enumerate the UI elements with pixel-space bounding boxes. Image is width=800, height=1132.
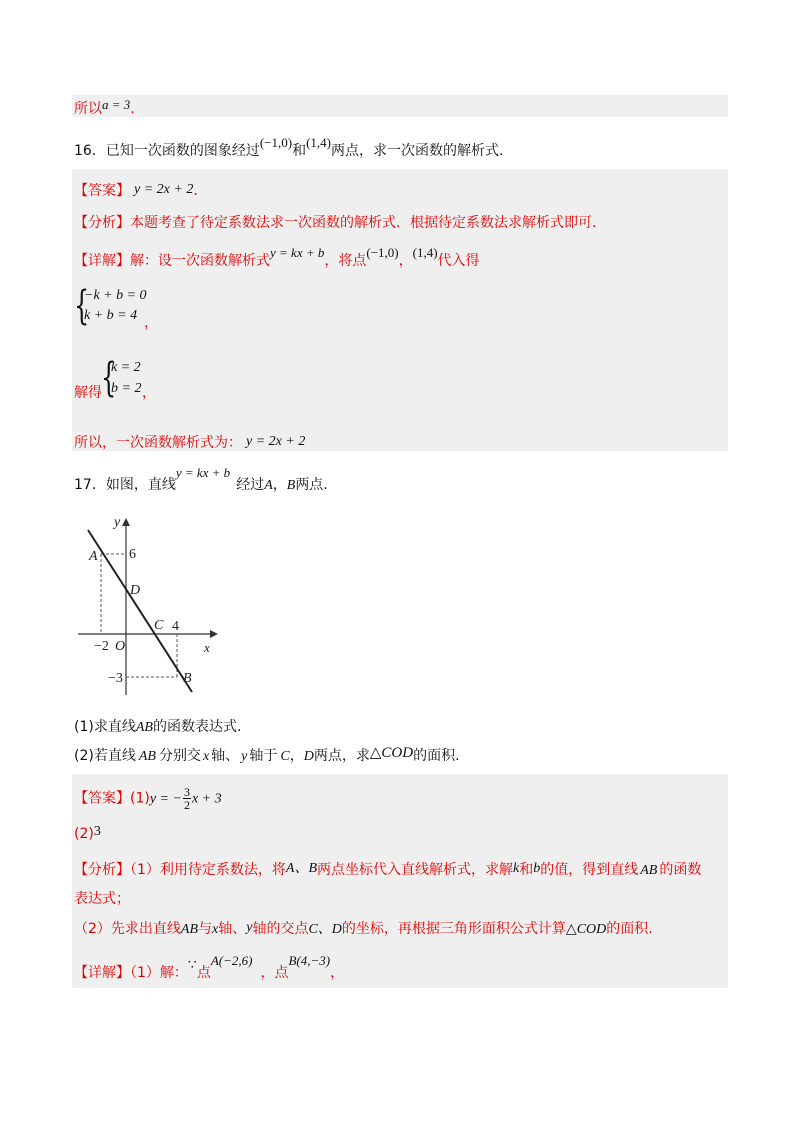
coordinate-figure xyxy=(70,510,230,700)
y-axis-label: y xyxy=(114,515,121,530)
previous-answer-box xyxy=(72,95,728,117)
solve-label: 解得 xyxy=(74,385,102,401)
question-16: 16．已知一次函数的图象经过(−1,0)和(1,4)两点，求一次函数的解析式. xyxy=(74,135,504,159)
question-17: 17．如图，直线y = kx + b经过A，B两点. xyxy=(74,465,328,493)
question-17-part-1: (1)求直线AB的函数表达式. xyxy=(74,719,242,735)
answer-17-part-1: 【答案】(1)y = − $\frac{3}{2}$ x + 3 xyxy=(74,785,222,812)
origin-label: O xyxy=(115,639,126,654)
detail-16: 【详解】解：设一次函数解析式y = kx + b，将点(−1,0)，(1,4)代入得 xyxy=(74,245,480,269)
previous-conclusion: 所以a = 3. xyxy=(74,97,135,117)
x-axis-label: x xyxy=(204,640,210,655)
analysis-17-line-1: 【分析】（1）利用待定系数法，将A、B两点坐标代入直线解析式，求解k和b的值，得到直线 AB 的函数 xyxy=(74,861,702,878)
point-b-label: B xyxy=(183,671,192,686)
detail-17: 【详解】（1）解：∵点A(−2,6)，点B(4,−3)， xyxy=(74,953,345,981)
line-ab xyxy=(88,530,192,692)
answer-16: 【答案】 y = 2x + 2. xyxy=(74,182,198,199)
analysis-17-line-3: （2）先求出直线AB与x轴、y轴的交点C、D的坐标，再根据三角形面积公式计算△COD的面积. xyxy=(74,920,653,937)
fraction-3-over-2: $\frac{3}{2}$ xyxy=(183,785,190,812)
tick-4: 4 xyxy=(172,619,179,634)
system-1-comma: ， xyxy=(144,315,158,331)
brace-symbol: { xyxy=(74,283,90,329)
analysis-16: 【分析】本题考查了待定系数法求一次函数的解析式．根据待定系数法求解析式即可. xyxy=(74,215,597,231)
equation-system-2: { k = 2 b = 2 xyxy=(101,355,142,401)
final-16: 所以，一次函数解析式为： y = 2x + 2 xyxy=(74,434,306,451)
y-axis-arrow xyxy=(122,518,130,526)
x-axis-arrow xyxy=(210,630,218,638)
point-d-label: D xyxy=(130,583,141,598)
tick-neg2: −2 xyxy=(94,639,109,654)
tick-6: 6 xyxy=(129,547,136,562)
point-c-label: C xyxy=(154,618,164,633)
equation-system-1: { −k + b = 0 k + b = 4 xyxy=(74,283,147,329)
answer-17-part-2: (2)3 xyxy=(74,824,101,842)
point-a-label: A xyxy=(89,549,98,564)
question-17-part-2: (2)若直线 AB 分别交 x 轴、 y 轴于 C，D两点，求△COD的面积. xyxy=(74,745,460,764)
system-2-comma: ， xyxy=(142,385,156,401)
analysis-17-line-2: 表达式； xyxy=(74,891,130,907)
tick-neg3: −3 xyxy=(108,671,123,686)
brace-symbol: { xyxy=(101,355,117,401)
